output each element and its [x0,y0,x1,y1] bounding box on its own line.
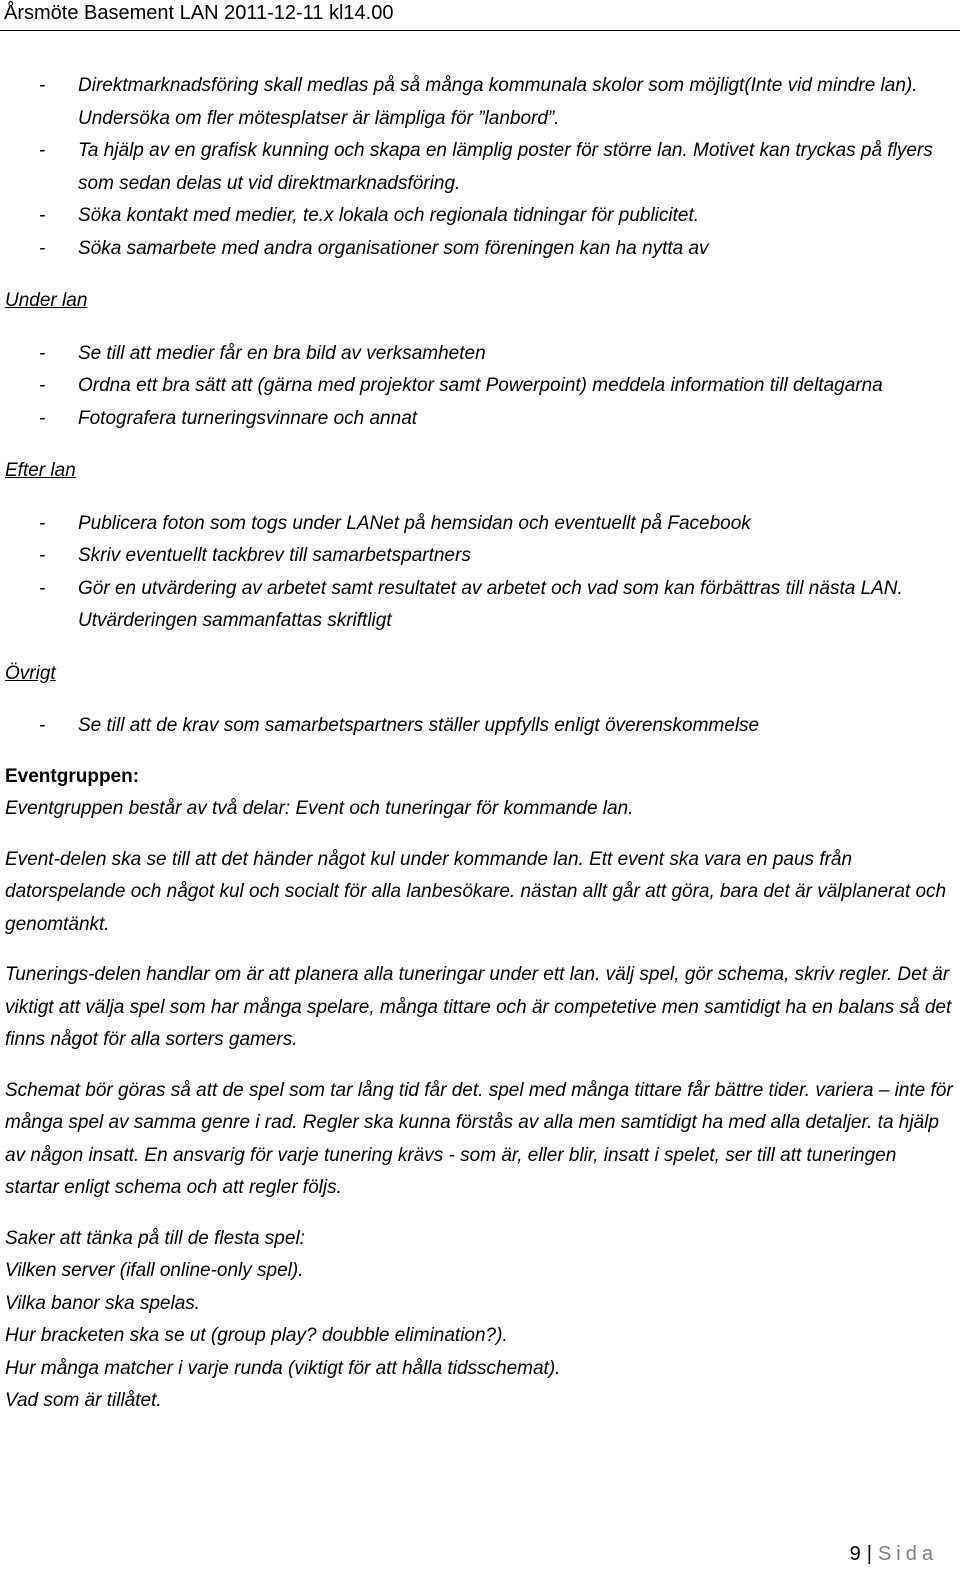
bullet-dash: - [39,407,46,429]
page-footer [850,1543,938,1566]
section-heading-ovrigt: Övrigt [5,662,56,684]
list-item [5,70,955,135]
list-item [5,135,955,200]
intro-list [5,70,955,265]
event-paragraph: Tunerings-delen handlar om är att planera alla tuneringar under ett lan. välj spel, gör schema, skriv regler. Det är viktigt att välja spel som har många spelare, många tittare och är competetive men samtidigt ha en balans så det finns något för alla sorters gamers. [5,964,952,1050]
list-item-text: Söka samarbete med andra organisationer som föreningen kan ha nytta av [78,237,709,259]
checklist-line: Hur många matcher i varje runda (viktigt för att hålla tidsschemat). [5,1357,561,1379]
under-lan-list [5,338,955,436]
list-item [5,233,955,266]
efter-lan-list [5,508,955,638]
bullet-dash: - [39,205,46,226]
bullet-dash: - [39,715,46,736]
eventgruppen-heading: Eventgruppen: [5,765,140,787]
event-paragraph: Event-delen ska se till att det händer något kul under kommande lan. Ett event ska vara en paus från datorspelande och något kul och socialt för alla lanbesökare. nästan allt går att göra, bara det är välplanerat och genomtänkt. [5,848,947,935]
bullet-dash: - [39,342,46,364]
bullet-dash: - [39,75,46,96]
bullet-dash: - [39,545,46,566]
list-item-text: Ordna ett bra sätt att (gärna med projektor samt Powerpoint) meddela information till deltagarna [78,375,883,396]
list-item-text: Söka kontakt med medier, te.x lokala och regionala tidningar för publicitet. [78,205,700,226]
list-item-text: Se till att de krav som samarbetspartners ställer uppfylls enligt överenskommelse [78,715,760,736]
bullet-dash: - [39,237,46,259]
list-item-text: Direktmarknadsföring skall medlas på så många kommunala skolor som möjligt(Inte vid mindre lan). Undersöka om fler mötesplatser är lämpliga för ”lanbord”. [78,75,918,129]
list-item-text: Skriv eventuellt tackbrev till samarbetspartners [78,545,471,566]
page-label: Sida [877,1543,938,1565]
bullet-dash: - [39,577,46,599]
section-heading-efter-lan: Efter lan [5,460,76,481]
checklist-line: Hur bracketen ska se ut (group play? doubble elimination?). [5,1325,508,1346]
list-item [5,370,955,403]
event-paragraph: Schemat bör göras så att de spel som tar lång tid får det. spel med många tittare får bättre tider. variera – inte för många spel av samma genre i rad. Regler ska kunna förstås av alla men samtidigt ha med alla detaljer. ta hjälp av någon insatt. En ansvarig för varje tunering krävs - som är, eller blir, insatt i spelet, ser till att tuneringen startar enligt schema och att regler följs. [5,1079,953,1198]
checklist-line: Vilken server (ifall online-only spel). [5,1260,304,1281]
checklist-line: Saker att tänka på till de flesta spel: [5,1227,305,1249]
page-header-title: Årsmöte Basement LAN 2011-12-11 kl14.00 [4,2,394,24]
checklist-line: Vilka banor ska spelas. [5,1292,201,1314]
eventgruppen-lead: Eventgruppen består av två delar: Event och tuneringar för kommande lan. [5,798,634,819]
bullet-dash: - [39,375,46,396]
list-item [5,573,955,638]
document-body [5,70,955,1418]
list-item [5,200,955,233]
list-item-text: Ta hjälp av en grafisk kunning och skapa en lämplig poster för större lan. Motivet kan tryckas på flyers som sedan delas ut vid direktmarknadsföring. [78,140,933,194]
list-item [5,508,955,541]
list-item-text: Gör en utvärdering av arbetet samt resultatet av arbetet och vad som kan förbättras till nästa LAN. Utvärderingen sammanfattas skriftligt [78,577,903,631]
list-item [5,338,955,371]
bullet-dash: - [39,512,46,534]
list-item [5,403,955,436]
list-item-text: Publicera foton som togs under LANet på hemsidan och eventuellt på Facebook [78,512,751,534]
footer-separator: | [866,1543,872,1565]
bullet-dash: - [39,140,46,161]
list-item-text: Se till att medier får en bra bild av verksamheten [78,342,486,364]
checklist [5,1223,955,1418]
header-divider [0,30,960,31]
list-item [5,710,955,743]
checklist-line: Vad som är tillåtet. [5,1390,162,1411]
section-heading-under-lan: Under lan [5,290,88,311]
list-item-text: Fotografera turneringsvinnare och annat [78,407,418,429]
page-number: 9 [849,1543,861,1565]
ovrigt-list [5,710,955,743]
list-item [5,540,955,573]
